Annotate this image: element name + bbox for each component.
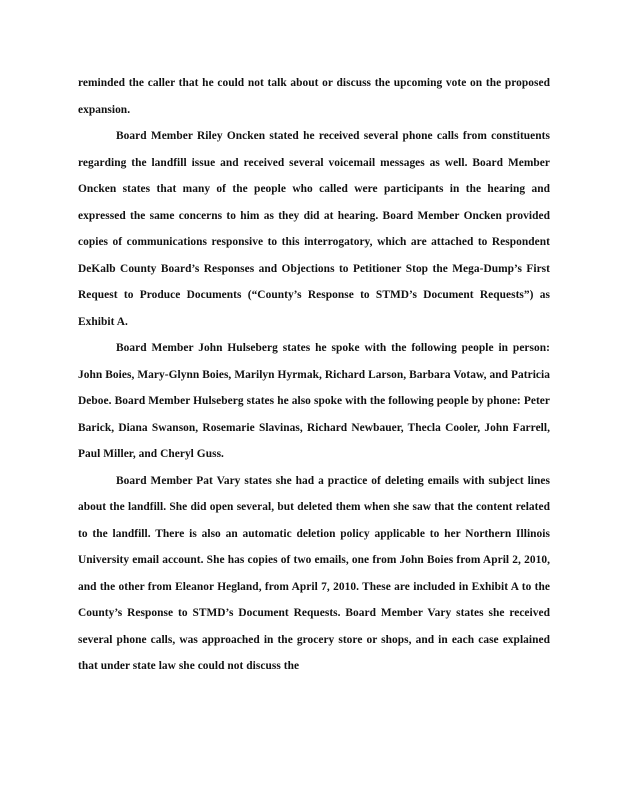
document-body [78, 70, 550, 680]
paragraph-continuation: reminded the caller that he could not talk about or discuss the upcoming vote on the proposed expansion. [78, 77, 550, 116]
paragraph-vary: Board Member Pat Vary states she had a practice of deleting emails with subject lines about the landfill. She did open several, but deleted them when she saw that the content related to the landfill. There is also an automatic deletion policy applicable to her Northern Illinois University email account. She has copies of two emails, one from John Boies from April 2, 2010, and the other from Eleanor Hegland, from April 7, 2010. These are included in Exhibit A to the County’s Response to STMD’s Document Requests. Board Member Vary states she received several phone calls, was approached in the grocery store or shops, and in each case explained that under state law she could not discuss the [78, 474, 550, 672]
paragraph-hulseberg: Board Member John Hulseberg states he spoke with the following people in person: John Boies, Mary-Glynn Boies, Marilyn Hyrmak, Richard Larson, Barbara Votaw, and Patricia Deboe. Board Member Hulseberg states he also spoke with the following people by phone: Peter Barick, Diana Swanson, Rosemarie Slavinas, Richard Newbauer, Thecla Cooler, John Farrell, Paul Miller, and Cheryl Guss. [78, 342, 550, 460]
paragraph-oncken: Board Member Riley Oncken stated he received several phone calls from constituents regarding the landfill issue and received several voicemail messages as well. Board Member Oncken states that many of the people who called were participants in the hearing and expressed the same concerns to him as they did at hearing. Board Member Oncken provided copies of communications responsive to this interrogatory, which are attached to Respondent DeKalb County Board’s Responses and Objections to Petitioner Stop the Mega-Dump’s First Request to Produce Documents (“County’s Response to STMD’s Document Requests”) as Exhibit A. [78, 130, 550, 328]
